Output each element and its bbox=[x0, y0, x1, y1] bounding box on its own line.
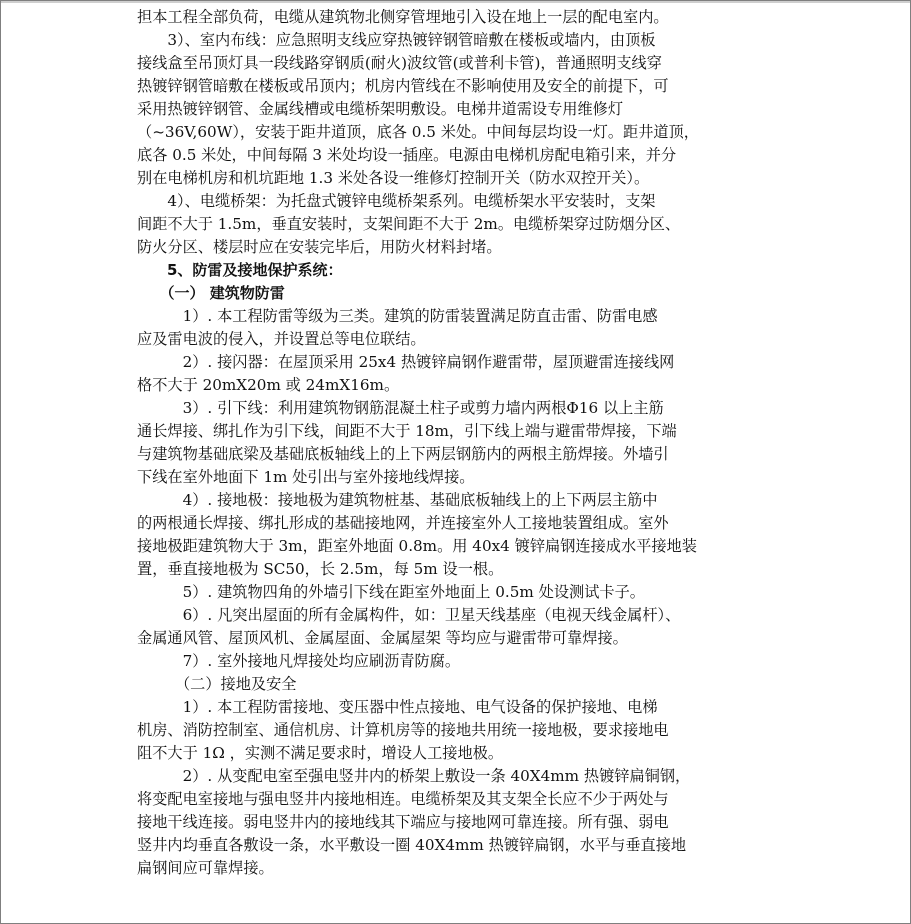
text-line: 下线在室外地面下 1m 处引出与室外接地线焊接。 bbox=[137, 468, 475, 486]
text-line: 1）. 本工程防雷等级为三类。建筑的防雷装置满足防直击雷、防雷电感 bbox=[137, 307, 658, 325]
text-line: 采用热镀锌钢管、金属线槽或电缆桥架明敷设。电梯井道需设专用维修灯 bbox=[137, 100, 623, 118]
document-body bbox=[137, 6, 777, 880]
text-line: 2）. 接闪器：在屋顶采用 25x4 热镀锌扁钢作避雷带，屋顶避雷连接线网 bbox=[137, 353, 675, 371]
text-line: 金属通风管、屋顶风机、金属屋面、金属屋架 等均应与避雷带可靠焊接。 bbox=[137, 629, 628, 647]
text-line: 应及雷电波的侵入，并设置总等电位联结。 bbox=[137, 330, 426, 348]
text-line: 5）. 建筑物四角的外墙引下线在距室外地面上 0.5m 处设测试卡子。 bbox=[137, 583, 645, 601]
text-line: 1）. 本工程防雷接地、变压器中性点接地、电气设备的保护接地、电梯 bbox=[137, 698, 658, 716]
text-line: 4）. 接地极：接地极为建筑物桩基、基础底板轴线上的上下两层主筋中 bbox=[137, 491, 658, 509]
text-line: 的两根通长焊接、绑扎形成的基础接地网，并连接室外人工接地装置组成。室外 bbox=[137, 514, 669, 532]
text-line: （二）接地及安全 bbox=[137, 675, 297, 693]
text-line: 接线盒至吊顶灯具一段线路穿钢质(耐火)波纹管(或普利卡管)，普通照明支线穿 bbox=[137, 54, 662, 72]
text-line: 置，垂直接地极为 SC50，长 2.5m，每 5m 设一根。 bbox=[137, 560, 504, 578]
subsection-heading: （一） 建筑物防雷 bbox=[137, 284, 285, 302]
text-line: 3）. 引下线：利用建筑物钢筋混凝土柱子或剪力墙内两根Φ16 以上主筋 bbox=[137, 399, 664, 417]
text-line: 扁钢间应可靠焊接。 bbox=[137, 859, 274, 877]
text-line: 与建筑物基础底梁及基础底板轴线上的上下两层钢筋内的两根主筋焊接。外墙引 bbox=[137, 445, 669, 463]
text-line: 热镀锌钢管暗敷在楼板或吊顶内；机房内管线在不影响使用及安全的前提下，可 bbox=[137, 77, 669, 95]
text-line: 防火分区、楼层时应在安装完毕后，用防火材料封堵。 bbox=[137, 238, 502, 256]
text-line: 阻不大于 1Ω ，实测不满足要求时，增设人工接地极。 bbox=[137, 744, 504, 762]
text-line: （~36V,60W），安装于距井道顶，底各 0.5 米处。中间每层均设一灯。距井道顶， bbox=[137, 123, 699, 141]
text-line: 接地极距建筑物大于 3m，距室外地面 0.8m。用 40x4 镀锌扁钢连接成水平接地装 bbox=[137, 537, 697, 555]
text-line: 间距不大于 1.5m，垂直安装时，支架间距不大于 2m。电缆桥架穿过防烟分区、 bbox=[137, 215, 681, 233]
text-line: 接地干线连接。弱电竖井内的接地线其下端应与接地网可靠连接。所有强、弱电 bbox=[137, 813, 669, 831]
text-line: 4）、电缆桥架：为托盘式镀锌电缆桥架系列。电缆桥架水平安装时，支架 bbox=[137, 192, 656, 210]
section-heading: 5、防雷及接地保护系统： bbox=[137, 261, 343, 279]
text-line: 将变配电室接地与强电竖井内接地相连。电缆桥架及其支架全长应不少于两处与 bbox=[137, 790, 669, 808]
text-line: 2）. 从变配电室至强电竖井内的桥架上敷设一条 40X4mm 热镀锌扁铜钢， bbox=[137, 767, 691, 785]
text-line: 7）. 室外接地凡焊接处均应刷沥青防腐。 bbox=[137, 652, 461, 670]
text-line: 3）、室内布线：应急照明支线应穿热镀锌钢管暗敷在楼板或墙内，由顶板 bbox=[137, 31, 656, 49]
text-line: 别在电梯机房和机坑距地 1.3 米处各设一维修灯控制开关（防水双控开关）。 bbox=[137, 169, 650, 187]
text-line: 担本工程全部负荷，电缆从建筑物北侧穿管埋地引入设在地上一层的配电室内。 bbox=[137, 8, 669, 26]
text-line: 格不大于 20mX20m 或 24mX16m。 bbox=[137, 376, 400, 394]
text-line: 竖井内均垂直各敷设一条，水平敷设一圈 40X4mm 热镀锌扁钢，水平与垂直接地 bbox=[137, 836, 687, 854]
text-line: 底各 0.5 米处，中间每隔 3 米处均设一插座。电源由电梯机房配电箱引来，并分 bbox=[137, 146, 677, 164]
text-line: 通长焊接、绑扎作为引下线，间距不大于 18m，引下线上端与避雷带焊接，下端 bbox=[137, 422, 677, 440]
text-line: 机房、消防控制室、通信机房、计算机房等的接地共用统一接地极，要求接地电 bbox=[137, 721, 669, 739]
text-line: 6）. 凡突出屋面的所有金属构件，如：卫星天线基座（电视天线金属杆）、 bbox=[137, 606, 681, 624]
